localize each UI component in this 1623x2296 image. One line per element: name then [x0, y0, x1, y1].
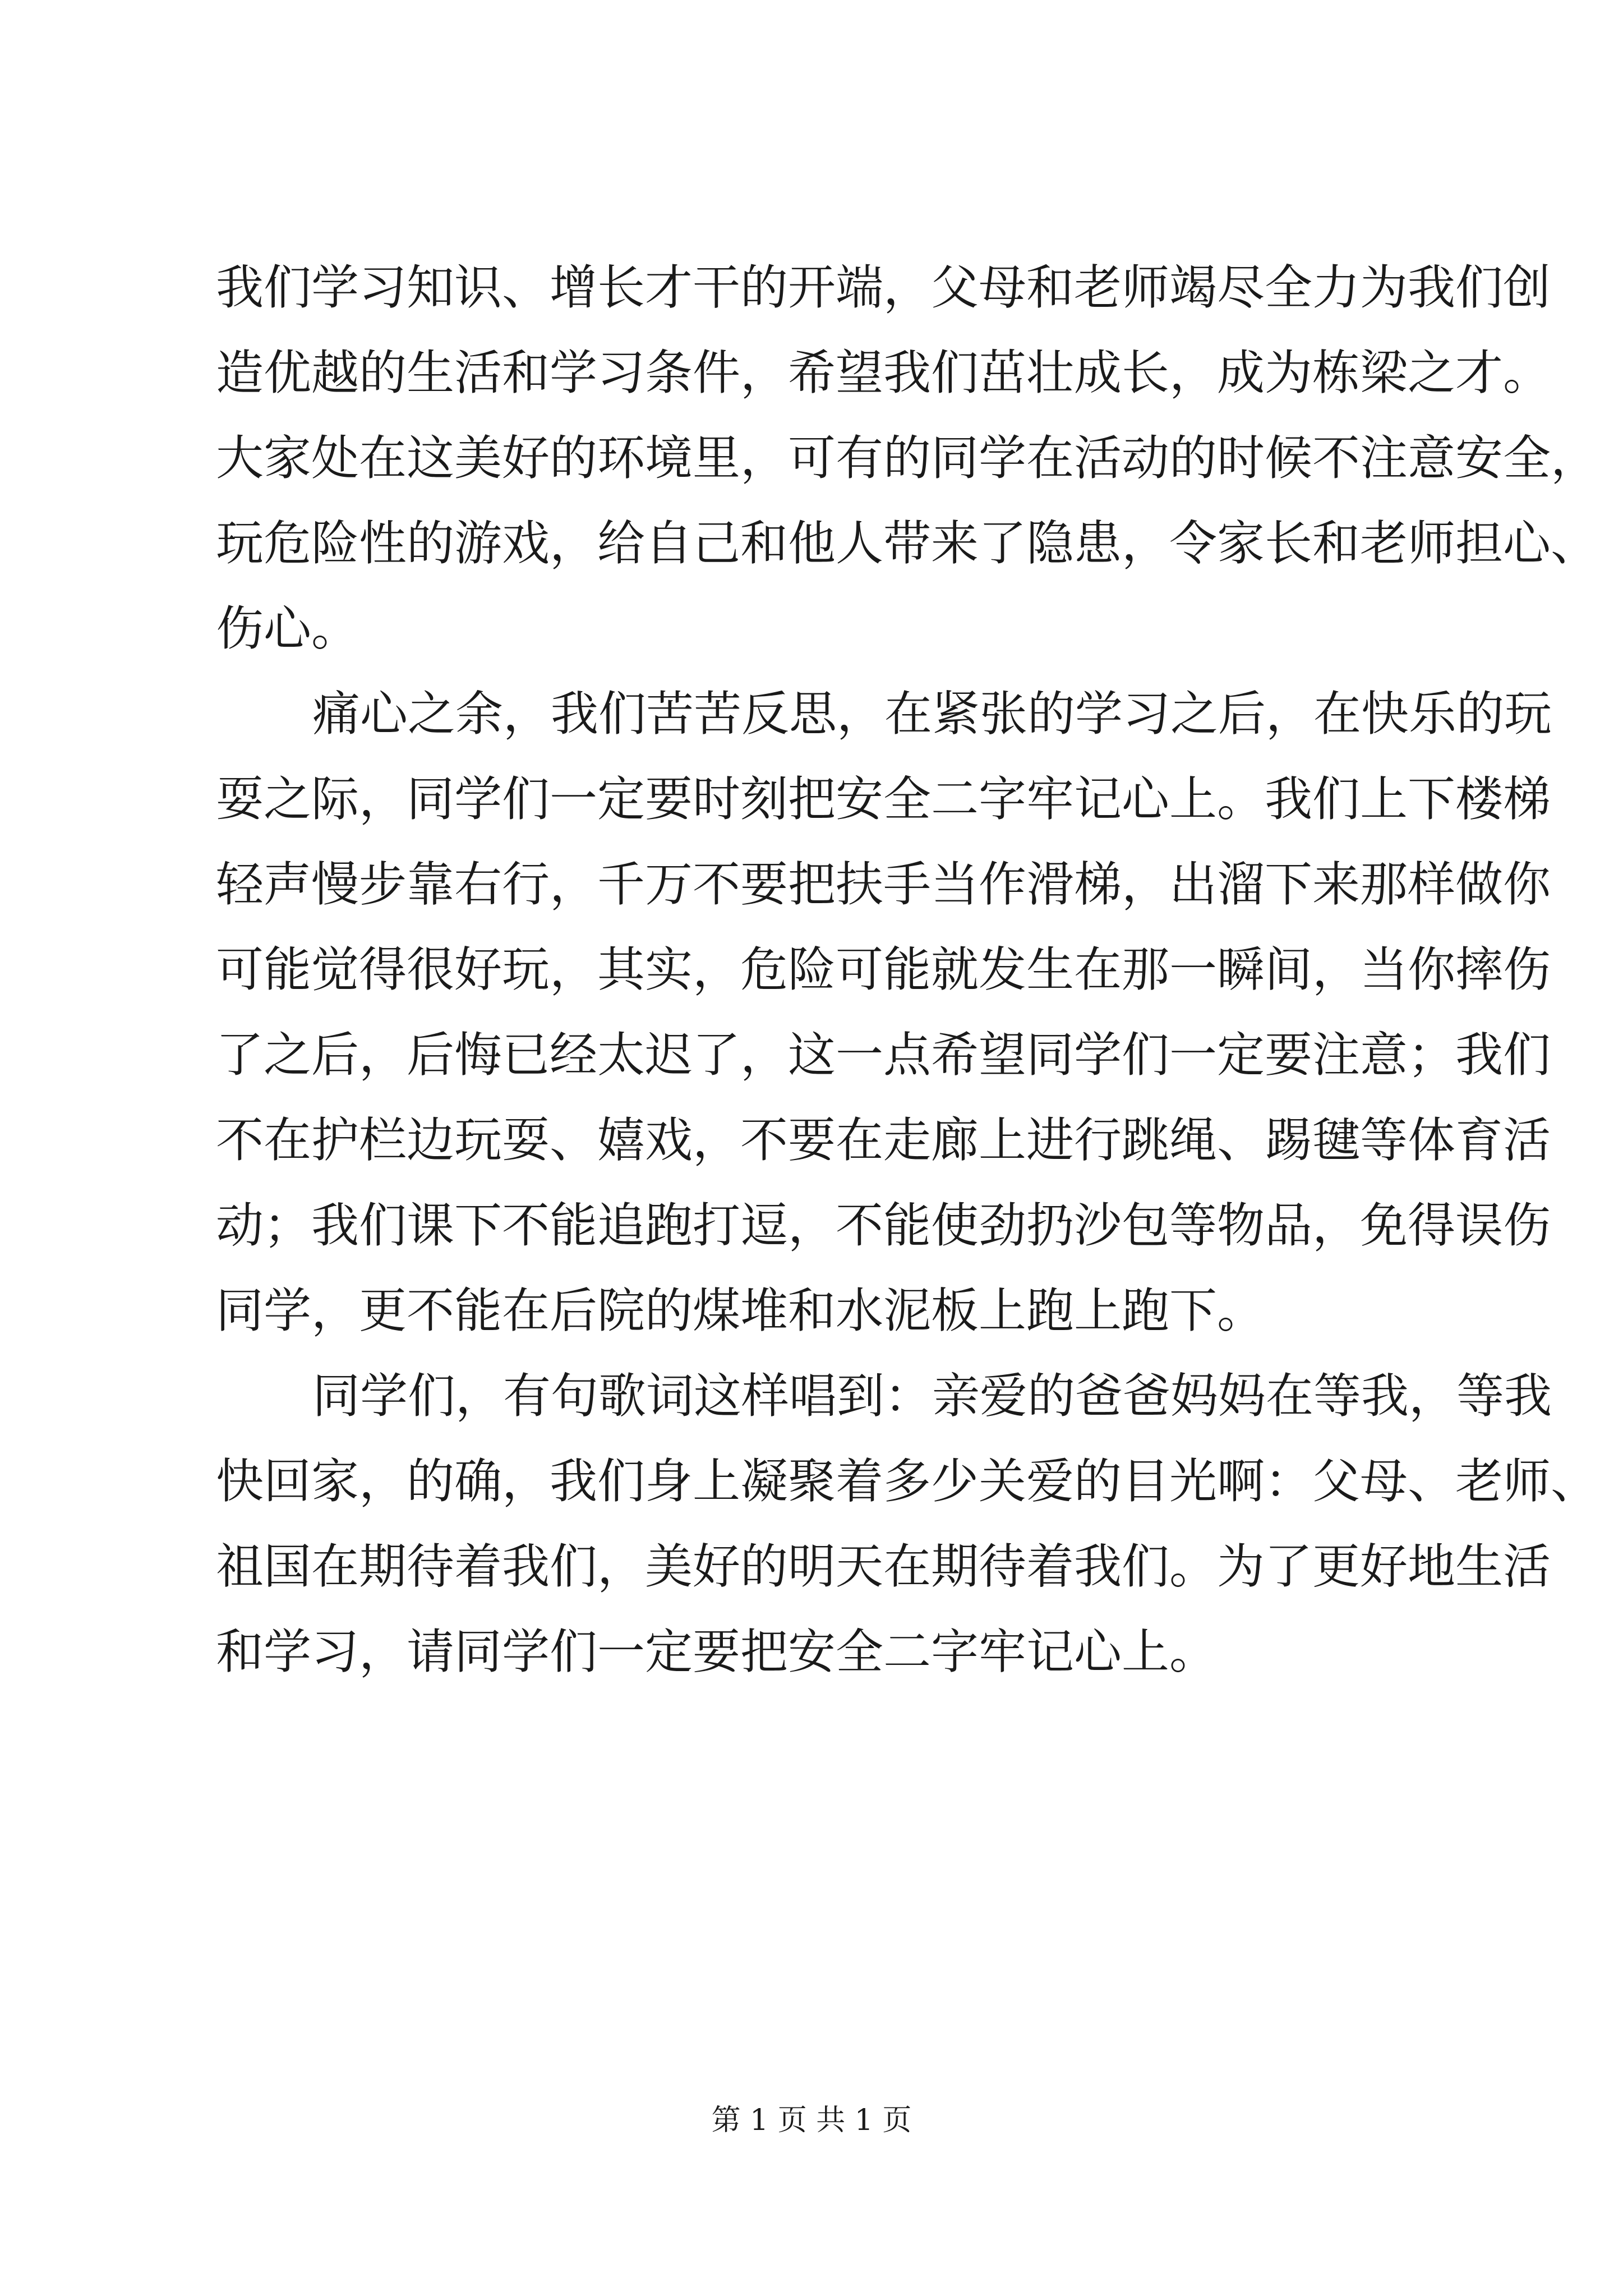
text-line: 可能觉得很好玩，其实，危险可能就发生在那一瞬间，当你摔伤	[216, 942, 1551, 998]
page-number-footer: 第 1 页 共 1 页	[711, 2104, 912, 2137]
text-line: 我们学习知识、增长才干的开端，父母和老师竭尽全力为我们创	[216, 260, 1551, 316]
text-line: 同学，更不能在后院的煤堆和水泥板上跑上跑下。	[216, 1283, 1265, 1339]
text-line: 造优越的生活和学习条件，希望我们茁壮成长，成为栋梁之才。	[216, 346, 1551, 401]
text-line: 耍之际，同学们一定要时刻把安全二字牢记心上。我们上下楼梯	[216, 772, 1551, 827]
text-line: 和学习，请同学们一定要把安全二字牢记心上。	[216, 1625, 1218, 1680]
text-line: 动；我们课下不能追跑打逗，不能使劲扔沙包等物品，免得误伤	[216, 1198, 1551, 1254]
text-line: 大家处在这美好的环境里，可有的同学在活动的时候不注意安全，	[216, 431, 1599, 486]
text-line: 不在护栏边玩耍、嬉戏，不要在走廊上进行跳绳、踢毽等体育活	[216, 1113, 1551, 1168]
text-line: 伤心。	[216, 601, 359, 657]
text-line: 轻声慢步靠右行，千万不要把扶手当作滑梯，出溜下来那样做你	[216, 857, 1551, 913]
paragraph-start-line: 同学们，有句歌词这样唱到：亲爱的爸爸妈妈在等我，等我	[312, 1369, 1552, 1424]
text-line: 快回家，的确，我们身上凝聚着多少关爱的目光啊：父母、老师、	[216, 1454, 1599, 1510]
document-body	[216, 246, 1599, 1695]
text-line: 玩危险性的游戏，给自己和他人带来了隐患，令家长和老师担心、	[216, 516, 1599, 572]
text-line: 祖国在期待着我们，美好的明天在期待着我们。为了更好地生活	[216, 1539, 1551, 1595]
paragraph-start-line: 痛心之余，我们苦苦反思，在紧张的学习之后，在快乐的玩	[312, 687, 1552, 742]
text-line: 了之后，后悔已经太迟了，这一点希望同学们一定要注意；我们	[216, 1028, 1551, 1083]
